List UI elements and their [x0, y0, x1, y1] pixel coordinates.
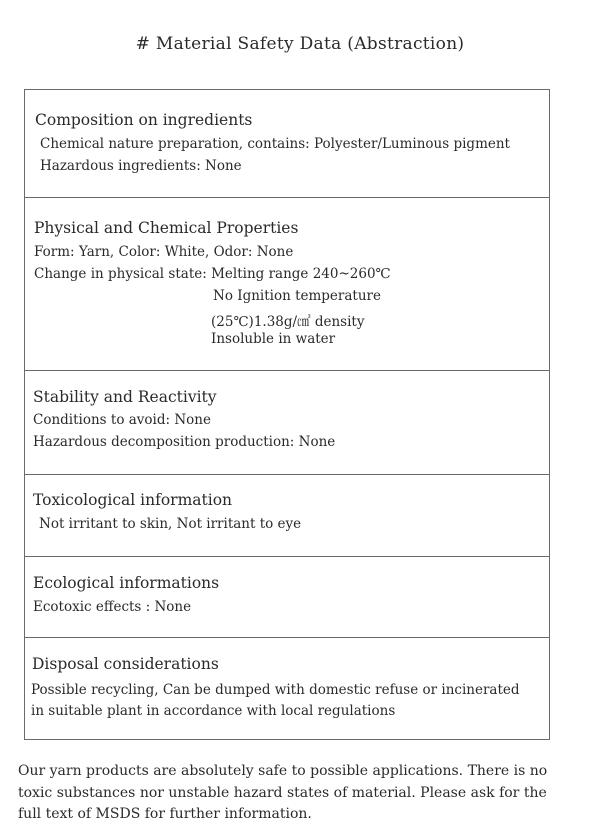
footer-line: full text of MSDS for further information. [18, 806, 312, 822]
section-heading: Stability and Reactivity [33, 388, 217, 406]
section-toxicological [25, 475, 549, 557]
section-line: (25℃)1.38g/㎤ density [211, 314, 365, 330]
section-heading: Ecological informations [33, 574, 220, 592]
section-line: in suitable plant in accordance with local regulations [31, 703, 396, 719]
section-line: Ecotoxic effects : None [33, 599, 192, 615]
msds-table [24, 89, 550, 740]
section-line: Change in physical state: Melting range 240~260℃ [34, 266, 391, 282]
section-stability-reactivity [25, 371, 549, 475]
section-line: Form: Yarn, Color: White, Odor: None [34, 244, 294, 260]
section-heading: Composition on ingredients [35, 111, 253, 129]
section-line: No Ignition temperature [213, 288, 381, 304]
section-line: Chemical nature preparation, contains: Polyester/Luminous pigment [40, 136, 510, 152]
section-disposal [25, 638, 549, 741]
section-composition [25, 90, 549, 198]
section-line: Insoluble in water [211, 331, 336, 347]
footer-line: toxic substances nor unstable hazard states of material. Please ask for the [18, 785, 547, 801]
section-physical-chemical [25, 198, 549, 371]
section-line: Possible recycling, Can be dumped with domestic refuse or incinerated [31, 682, 520, 698]
footer-line: Our yarn products are absolutely safe to possible applications. There is no [18, 763, 548, 779]
section-line: Conditions to avoid: None [33, 412, 211, 428]
section-line: Hazardous decomposition production: None [33, 434, 336, 450]
document-title: # Material Safety Data (Abstraction) [135, 34, 465, 54]
section-heading: Toxicological information [33, 491, 233, 509]
section-heading: Disposal considerations [32, 655, 219, 673]
section-heading: Physical and Chemical Properties [34, 219, 299, 237]
section-line: Hazardous ingredients: None [40, 158, 242, 174]
section-line: Not irritant to skin, Not irritant to eye [39, 516, 302, 532]
section-ecological [25, 557, 549, 638]
